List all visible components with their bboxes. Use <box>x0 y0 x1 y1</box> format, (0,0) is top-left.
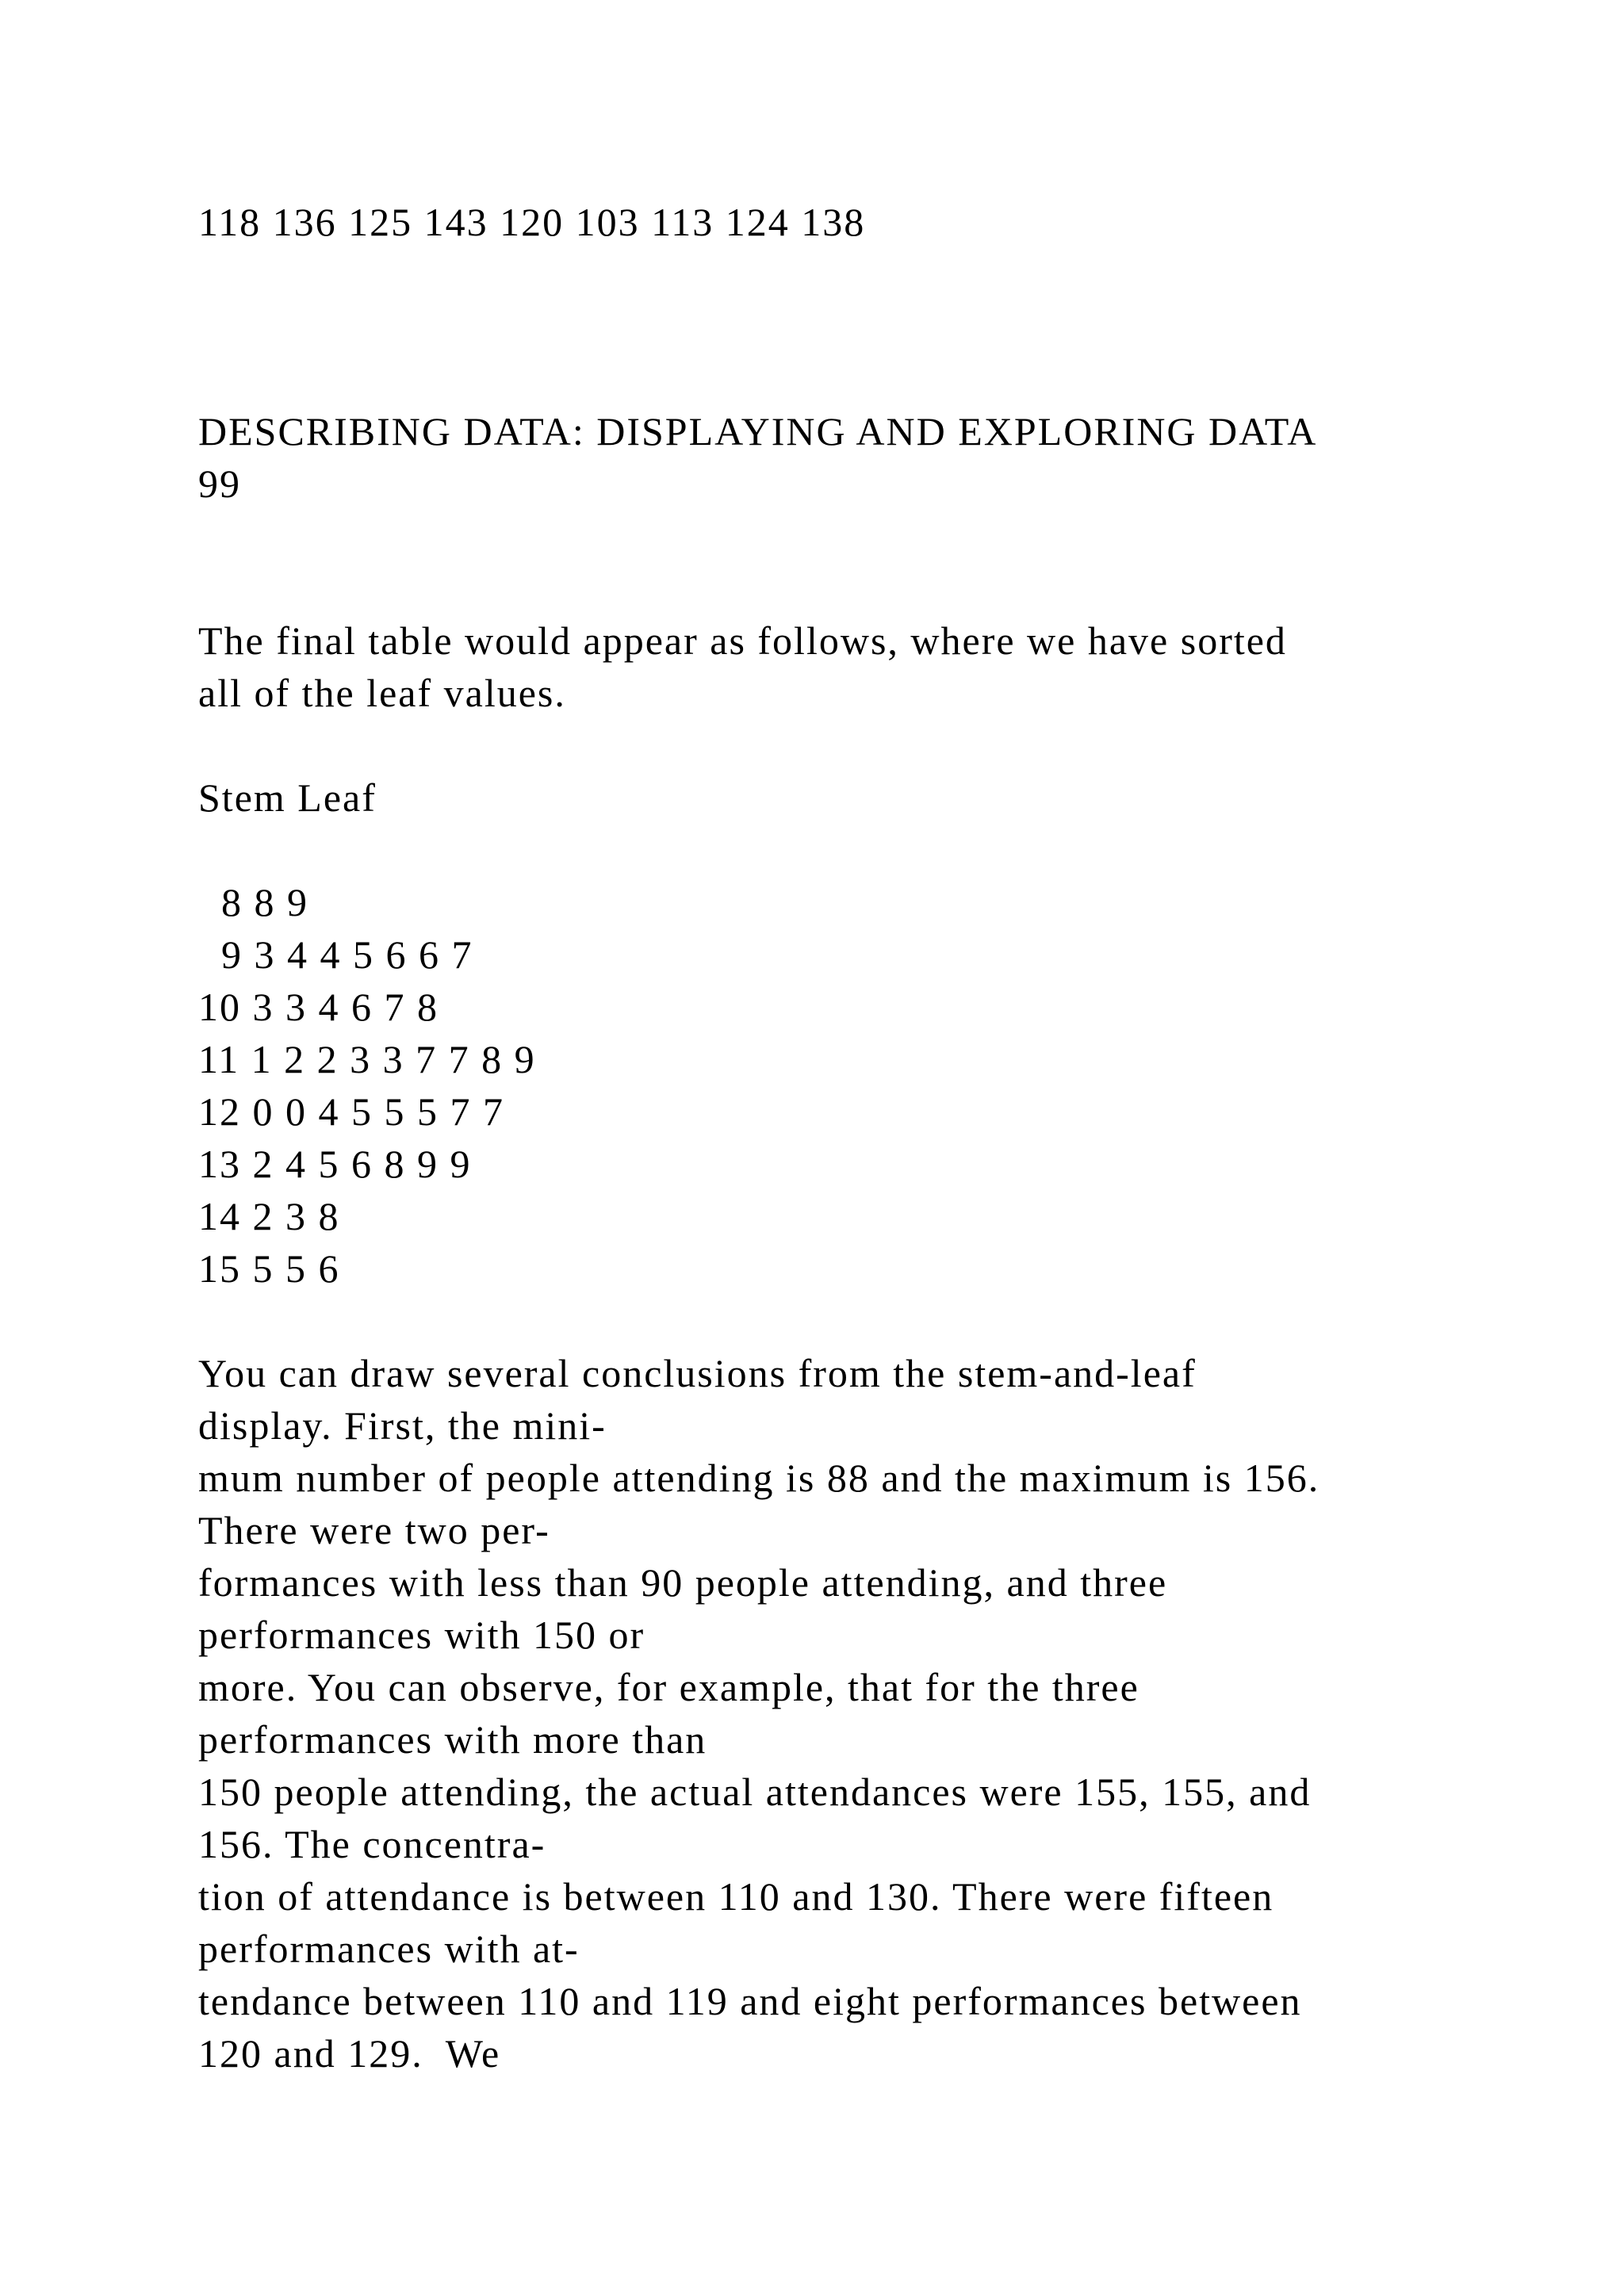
stem-leaf-row: 8 8 9 <box>198 880 308 924</box>
body-text-line: performances with more than <box>198 1717 707 1762</box>
stem-leaf-row: 14 2 3 8 <box>198 1194 340 1238</box>
body-text-line: performances with at- <box>198 1927 580 1971</box>
intro-line: all of the leaf values. <box>198 671 566 715</box>
intro-line: The final table would appear as follows, where we have sorted <box>198 618 1287 663</box>
body-text-line: performances with 150 or <box>198 1613 645 1657</box>
body-text-line: 120 and 129. We <box>198 2031 501 2076</box>
body-text-line: more. You can observe, for example, that for the three <box>198 1665 1139 1709</box>
body-text-line: tion of attendance is between 110 and 130. There were fifteen <box>198 1874 1274 1919</box>
data-values-row: 118 136 125 143 120 103 113 124 138 <box>198 200 866 244</box>
body-text-line: You can draw several conclusions from the stem-and-leaf <box>198 1351 1197 1395</box>
body-text-line: mum number of people attending is 88 and the maximum is 156. <box>198 1456 1320 1500</box>
body-text-line: 150 people attending, the actual attendances were 155, 155, and <box>198 1770 1312 1814</box>
body-text-line: tendance between 110 and 119 and eight performances between <box>198 1979 1302 2023</box>
body-text-line: 156. The concentra- <box>198 1822 546 1866</box>
section-heading: DESCRIBING DATA: DISPLAYING AND EXPLORING DATA <box>198 409 1318 453</box>
stem-leaf-row: 9 3 4 4 5 6 6 7 <box>198 932 473 977</box>
stem-leaf-row: 15 5 5 6 <box>198 1246 340 1291</box>
stem-leaf-header: Stem Leaf <box>198 775 377 820</box>
stem-leaf-row: 13 2 4 5 6 8 9 9 <box>198 1142 472 1186</box>
body-text-line: display. First, the mini- <box>198 1403 607 1448</box>
body-text-line: There were two per- <box>198 1508 550 1552</box>
stem-leaf-row: 11 1 2 2 3 3 7 7 8 9 <box>198 1037 536 1081</box>
stem-leaf-row: 10 3 3 4 6 7 8 <box>198 985 439 1029</box>
page-number: 99 <box>198 461 241 506</box>
stem-leaf-row: 12 0 0 4 5 5 5 7 7 <box>198 1089 504 1134</box>
body-text-line: formances with less than 90 people attending, and three <box>198 1560 1168 1605</box>
